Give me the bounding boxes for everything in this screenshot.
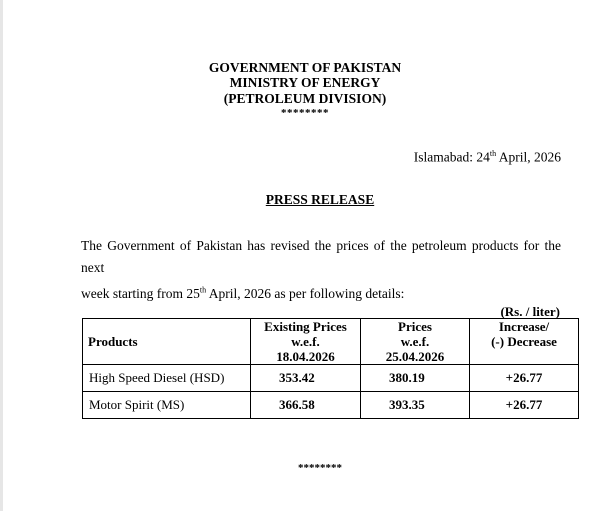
paragraph-line-2b: April, 2026 as per following details: bbox=[206, 285, 405, 301]
row-product: High Speed Diesel (HSD) bbox=[83, 365, 251, 392]
price-table bbox=[82, 318, 579, 419]
ministry-heading: MINISTRY OF ENERGY bbox=[229, 75, 381, 90]
header-existing-line-3: 18.04.2026 bbox=[276, 349, 335, 364]
header-existing-line-1: Existing Prices bbox=[264, 319, 347, 334]
header-change-line-2: (-) Decrease bbox=[491, 334, 557, 349]
units-label: (Rs. / liter) bbox=[500, 304, 560, 319]
header-new-line-1: Prices bbox=[398, 319, 432, 334]
date-line bbox=[414, 149, 561, 166]
header-new-line-3: 25.04.2026 bbox=[385, 349, 445, 364]
row-new-price: 380.19 bbox=[361, 365, 470, 392]
row-existing-price: 353.42 bbox=[251, 365, 361, 392]
row-new-price: 393.35 bbox=[361, 392, 470, 419]
division-heading: (PETROLEUM DIVISION) bbox=[223, 91, 387, 106]
press-release-title: PRESS RELEASE bbox=[265, 192, 375, 207]
header-existing-line-2: w.e.f. bbox=[291, 334, 320, 349]
date-prefix: Islamabad: 24 bbox=[413, 149, 490, 165]
date-sup: th bbox=[489, 149, 497, 158]
row-existing-price: 366.58 bbox=[251, 392, 361, 419]
row-product: Motor Spirit (MS) bbox=[83, 392, 251, 419]
date-rest: April, 2026 bbox=[496, 149, 561, 165]
table-row bbox=[83, 392, 579, 419]
header-new-prices bbox=[361, 319, 470, 365]
paragraph-line-2 bbox=[81, 286, 404, 301]
government-heading: GOVERNMENT OF PAKISTAN bbox=[208, 60, 402, 75]
paragraph-line-2a: week starting from 25 bbox=[81, 285, 200, 301]
table-row bbox=[83, 365, 579, 392]
paragraph-line-1: The Government of Pakistan has revised the prices of the petroleum products for the next bbox=[81, 238, 561, 275]
body-paragraph bbox=[81, 235, 561, 305]
table-header-row bbox=[83, 319, 579, 365]
header-products: Products bbox=[83, 319, 251, 365]
header-change-line-1: Increase/ bbox=[498, 319, 550, 334]
header-separator: ******** bbox=[281, 107, 329, 119]
header-change bbox=[470, 319, 579, 365]
row-change: +26.77 bbox=[470, 392, 579, 419]
footer-separator: ******** bbox=[298, 462, 342, 474]
header-existing-prices bbox=[251, 319, 361, 365]
paragraph-sup: th bbox=[199, 285, 207, 294]
row-change: +26.77 bbox=[470, 365, 579, 392]
header-new-line-2: w.e.f. bbox=[400, 334, 430, 349]
